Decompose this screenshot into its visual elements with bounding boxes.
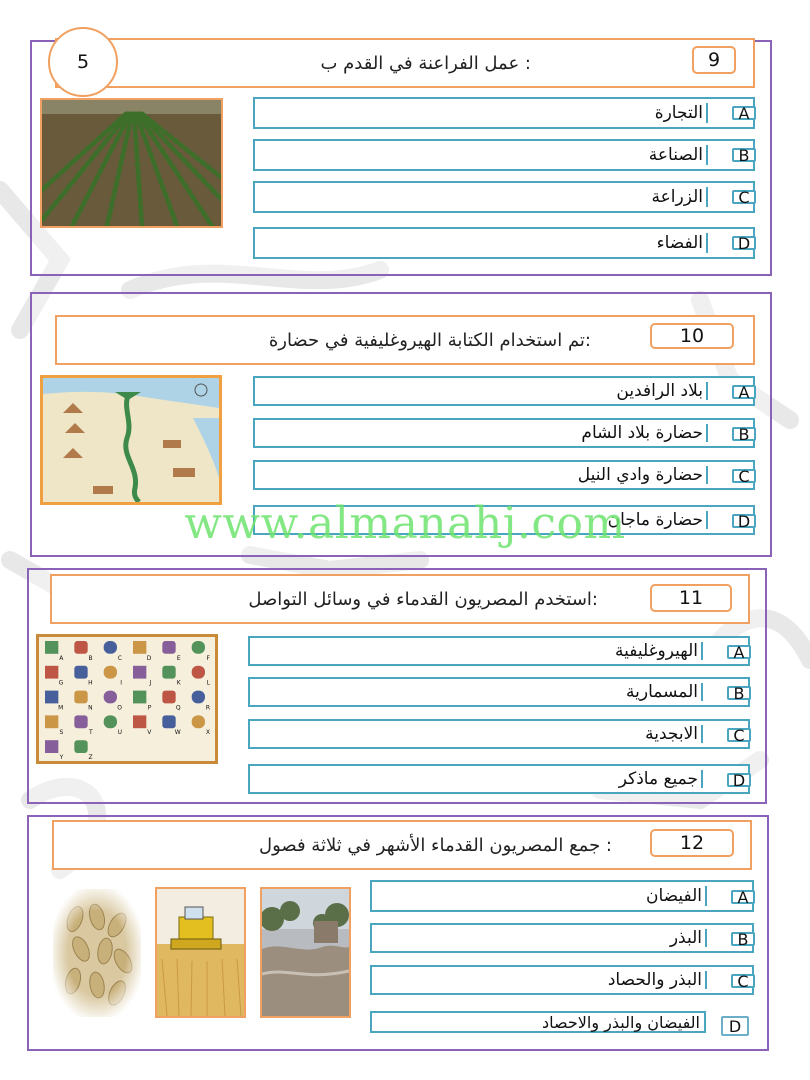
glyph-letter: X [205,729,210,737]
glyph-mark [192,715,205,728]
q11-option-d-divider [701,770,703,788]
q10-option-c-divider [706,466,708,484]
watermark: www.almanahj.com [184,498,626,549]
glyph-mark [74,715,87,728]
glyph-cell [192,641,211,662]
glyph-cell [45,715,64,736]
glyph-cell [45,666,64,687]
q12-option-b[interactable] [370,923,754,953]
glyph-cell [162,715,180,736]
q9-option-c[interactable] [253,181,755,213]
glyph-mark [192,691,205,704]
glyph-cell [104,715,122,736]
glyph-mark [133,641,146,654]
q12-option-d-text: الفيضان والبذر والاحصاد [542,1012,700,1032]
glyph-letter: R [205,704,210,712]
q11-option-c-text: الابجدية [645,724,698,744]
q11-option-d[interactable] [248,764,750,794]
glyph-mark [45,691,58,704]
q11-option-d-letter: D [727,773,751,787]
glyph-letter: G [58,679,64,687]
question-12-text: : جمع المصريون القدماء الأشهر في ثلاثة فصول [258,834,612,856]
question-10-text: :تم استخدام الكتابة الهيروغليفية في حضارة [268,329,591,351]
glyph-cell [162,666,181,687]
q10-option-a-text: بلاد الرافدين [616,381,703,401]
hieroglyph-alphabet-image [36,634,218,764]
glyph-mark [74,666,87,679]
glyph-cell [45,740,64,761]
question-10-number: 10 [650,323,734,349]
glyph-mark [133,666,146,679]
glyph-mark [74,740,87,753]
q11-option-b-letter: B [727,686,751,700]
q9-option-c-divider [706,187,708,207]
q11-option-a-letter: A [727,645,751,659]
q9-option-b[interactable] [253,139,755,171]
q12-option-c-letter: C [731,974,755,988]
q9-option-b-text: الصناعة [648,145,703,165]
q11-option-c[interactable] [248,719,750,749]
q11-option-d-text: جميع ماذكر [618,769,698,789]
glyph-mark [45,641,58,654]
glyph-mark [104,715,117,728]
glyph-letter: N [88,704,93,712]
glyph-letter: P [147,704,152,712]
glyph-letter: Q [175,704,181,712]
glyph-cell [133,715,152,736]
q11-option-b-text: المسمارية [626,682,698,702]
q12-option-a-letter: A [731,890,755,904]
q9-option-b-letter: B [732,148,756,162]
question-11-header [50,574,750,624]
q12-option-b-text: البذر [669,928,702,948]
glyph-cell [104,691,123,712]
q10-option-c-text: حضارة وادي النيل [577,465,703,485]
harvester-image [155,887,246,1018]
q9-option-a-text: التجارة [654,103,703,123]
q10-option-a-letter: A [732,385,756,399]
q12-option-c[interactable] [370,965,754,995]
q10-option-b-divider [706,424,708,442]
q12-option-a-text: الفيضان [645,886,702,906]
q12-option-d-letter: D [721,1016,749,1036]
glyph-mark [45,715,58,728]
glyph-letter: Y [59,754,64,761]
question-9-header [55,38,755,88]
marks-circle: 5 [48,27,118,97]
q10-option-c[interactable] [253,460,755,490]
glyph-cell [74,691,92,712]
farm-field-image [40,98,223,228]
glyph-letter: L [206,679,210,687]
q10-option-a-divider [706,382,708,400]
glyph-mark [104,691,117,704]
q9-option-a[interactable] [253,97,755,129]
glyph-mark [133,691,146,704]
glyph-mark [162,666,175,679]
glyph-letter: S [59,729,64,737]
q9-option-d[interactable] [253,227,755,259]
glyph-cell [133,641,152,662]
glyph-letter: I [120,679,122,687]
glyph-letter: E [176,654,181,662]
q12-option-d[interactable] [370,1011,706,1033]
q12-option-a[interactable] [370,880,754,912]
glyph-letter: F [206,654,210,662]
q9-option-d-text: الفضاء [656,233,703,253]
q9-option-d-divider [706,233,708,253]
q10-option-b[interactable] [253,418,755,448]
q10-option-c-letter: C [732,469,756,483]
q11-option-c-letter: C [727,728,751,742]
glyph-mark [162,641,175,654]
glyph-mark [162,715,175,728]
glyph-mark [192,666,205,679]
glyph-mark [104,641,117,654]
glyph-cell [192,666,211,687]
glyph-mark [74,641,87,654]
glyph-letter: Z [88,754,93,761]
glyph-letter: D [146,654,152,662]
glyph-letter: H [88,679,93,687]
glyph-cell [192,691,210,712]
glyph-letter: M [58,704,64,712]
glyph-mark [192,641,205,654]
q9-option-a-letter: A [732,106,756,120]
q11-option-a[interactable] [248,636,750,666]
glyph-cell [133,666,152,687]
flood-image [260,887,351,1018]
q11-option-c-divider [701,725,703,743]
glyph-letter: J [149,679,152,687]
q10-option-b-letter: B [732,427,756,441]
q12-option-c-divider [705,971,707,989]
q12-option-b-divider [705,929,707,947]
glyph-letter: V [147,729,152,737]
q10-option-d-text: حضارة ماجان [607,510,703,530]
q9-option-c-letter: C [732,190,756,204]
glyph-cell [45,691,63,712]
glyph-cell [104,641,122,662]
q12-option-a-divider [705,886,707,906]
q11-option-b[interactable] [248,677,750,707]
glyph-cell [74,641,92,662]
glyph-cell [74,740,92,761]
glyph-mark [45,740,58,753]
glyph-letter: C [117,654,122,662]
q9-option-c-text: الزراعة [651,187,703,207]
q12-option-c-text: البذر والحصاد [607,970,702,990]
question-9-number: 9 [692,46,736,74]
glyph-mark [133,715,146,728]
glyph-mark [104,666,117,679]
glyph-mark [45,666,58,679]
glyph-cell [74,715,93,736]
glyph-cell [192,715,210,736]
question-11-number: 11 [650,584,732,612]
glyph-cell [162,691,181,712]
glyph-mark [74,691,87,704]
glyph-cell [74,666,92,687]
glyph-mark [162,691,175,704]
glyph-letter: W [174,729,181,737]
q10-option-a[interactable] [253,376,755,406]
q11-option-a-text: الهيروغليفية [615,641,698,661]
glyph-letter: O [117,704,122,712]
q10-option-d-letter: D [732,514,756,528]
glyph-cell [162,641,181,662]
glyph-letter: A [59,654,64,662]
q9-option-b-divider [706,145,708,165]
glyph-letter: U [117,729,122,737]
question-12-number: 12 [650,829,734,857]
q10-option-b-text: حضارة بلاد الشام [581,423,703,443]
glyph-cell [133,691,152,712]
seeds-image [53,889,141,1017]
glyph-cell [104,666,123,687]
glyph-letter: T [88,729,93,737]
glyph-letter: K [176,679,181,687]
q11-option-a-divider [701,642,703,660]
glyph-letter: B [88,654,93,662]
q9-option-a-divider [706,103,708,123]
question-9-text: : عمل الفراعنة في القدم ب [320,52,531,74]
question-12-header [52,820,752,870]
glyph-cell [45,641,64,662]
q11-option-b-divider [701,683,703,701]
question-11-text: :استخدم المصريون القدماء في وسائل التواصل [248,588,598,610]
q12-option-b-letter: B [731,932,755,946]
nile-map-image [40,375,222,505]
q9-option-d-letter: D [732,236,756,250]
